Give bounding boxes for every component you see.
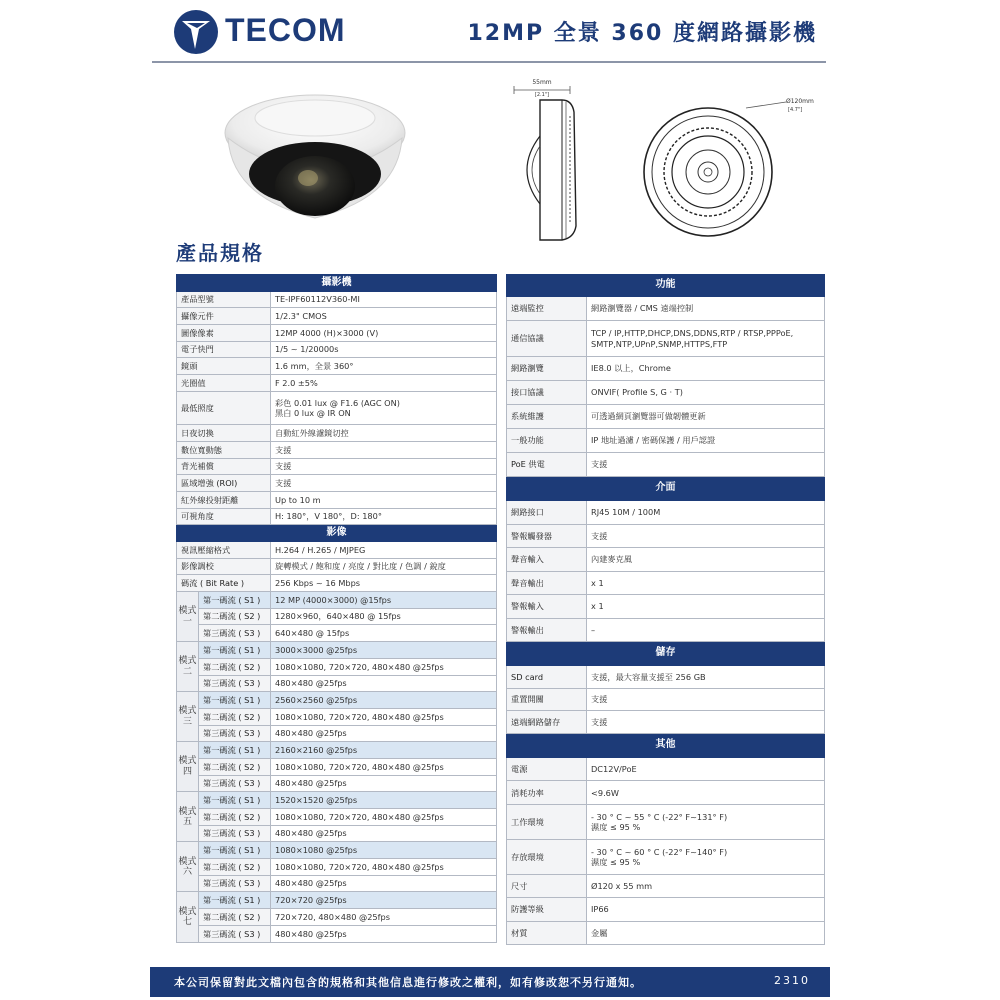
spec-label: 尺寸: [507, 874, 587, 897]
stream-label: 第二碼流 ( S2 ): [199, 859, 271, 876]
stream-label: 第三碼流 ( S3 ): [199, 675, 271, 692]
front-dimension-inch: [4.7"]: [788, 107, 803, 113]
spec-row: [177, 558, 497, 575]
section-title: 產品規格: [176, 241, 264, 265]
image-section-header-row: [177, 525, 497, 542]
mode-stream-row: [177, 758, 497, 775]
side-view-drawing: [500, 76, 610, 250]
spec-label: 最低照度: [177, 391, 271, 424]
right-spec-table: [506, 274, 825, 945]
mode-stream-row: [177, 658, 497, 675]
spec-row: [507, 898, 825, 921]
spec-label: 警報輸出: [507, 618, 587, 642]
left-spec-table: [176, 274, 497, 943]
stream-value: 1080×1080, 720×720, 480×480 @25fps: [271, 658, 497, 675]
spec-value: 支援: [271, 441, 497, 458]
camera-photo: [220, 78, 410, 248]
spec-label: 警報觸發器: [507, 524, 587, 548]
mode-stream-row: [177, 825, 497, 842]
spec-row: [507, 921, 825, 944]
spec-label: 重置開關: [507, 688, 587, 711]
stream-value: 480×480 @25fps: [271, 775, 497, 792]
mode-label: 模式七: [177, 892, 199, 942]
document-code: 2310: [774, 974, 810, 987]
stream-label: 第一碼流 ( S1 ): [199, 692, 271, 709]
stream-label: 第三碼流 ( S3 ): [199, 775, 271, 792]
stream-label: 第一碼流 ( S1 ): [199, 842, 271, 859]
mode-stream-row: [177, 925, 497, 942]
spec-value: [271, 391, 497, 424]
mode-label: 模式一: [177, 592, 199, 642]
interface-section-header-row: [507, 477, 825, 501]
mode-stream-row: [177, 592, 497, 609]
spec-row: [177, 308, 497, 325]
spec-value: 支援: [271, 475, 497, 492]
spec-value: 旋轉模式 / 飽和度 / 亮度 / 對比度 / 色調 / 銳度: [271, 558, 497, 575]
storage-section-header-row: [507, 642, 825, 666]
footer-disclaimer: 本公司保留對此文檔內包含的規格和其他信息進行修改之權利，如有修改恕不另行通知。: [174, 976, 642, 989]
spec-label: 遠端監控: [507, 297, 587, 321]
spec-value: H: 180°，V 180°，D: 180°: [271, 508, 497, 525]
stream-label: 第二碼流 ( S2 ): [199, 608, 271, 625]
stream-value: 1520×1520 @25fps: [271, 792, 497, 809]
spec-label: 影像調校: [177, 558, 271, 575]
spec-value: x 1: [587, 595, 825, 619]
spec-value: IE8.0 以上，Chrome: [587, 357, 825, 381]
spec-value-line: TCP / IP,HTTP,DHCP,DNS,DDNS,RTP / RTSP,PPPoE,: [591, 328, 794, 339]
camera-section-header-row: [177, 275, 497, 292]
spec-row: [177, 491, 497, 508]
spec-value: <9.6W: [587, 781, 825, 804]
stream-label: 第二碼流 ( S2 ): [199, 658, 271, 675]
mode-stream-row: [177, 675, 497, 692]
spec-label: 視訊壓縮格式: [177, 542, 271, 559]
function-section-header: 功能: [507, 275, 825, 297]
spec-label: 接口協議: [507, 381, 587, 405]
spec-value-line: - 30 ° C ~ 60 ° C (-22° F~140° F): [591, 846, 728, 857]
mode-stream-row: [177, 859, 497, 876]
spec-value: IP 地址過濾 / 密碼保護 / 用戶認證: [587, 429, 825, 453]
spec-row: [507, 297, 825, 321]
spec-row: [177, 458, 497, 475]
stream-value: 480×480 @25fps: [271, 875, 497, 892]
spec-value-line: SMTP,NTP,UPnP,SNMP,HTTPS,FTP: [591, 338, 728, 349]
stream-value: 1080×1080 @25fps: [271, 842, 497, 859]
stream-label: 第三碼流 ( S3 ): [199, 625, 271, 642]
spec-label: 可視角度: [177, 508, 271, 525]
mode-stream-row: [177, 775, 497, 792]
mode-stream-row: [177, 625, 497, 642]
stream-label: 第二碼流 ( S2 ): [199, 758, 271, 775]
stream-value: 720×720, 480×480 @25fps: [271, 909, 497, 926]
spec-value-line: 濕度 ≤ 95 %: [591, 821, 641, 832]
stream-value: 720×720 @25fps: [271, 892, 497, 909]
spec-label: PoE 供電: [507, 453, 587, 477]
spec-label: 警報輸入: [507, 595, 587, 619]
spec-row: [177, 575, 497, 592]
spec-label: 圖像像素: [177, 325, 271, 342]
spec-value: 256 Kbps ~ 16 Mbps: [271, 575, 497, 592]
spec-value: TE-IPF60112V360-MI: [271, 291, 497, 308]
camera-section-header: 攝影機: [177, 275, 497, 292]
spec-value-line: 彩色 0.01 lux @ F1.6 (AGC ON): [275, 397, 400, 408]
spec-row: [507, 758, 825, 781]
spec-row: [177, 542, 497, 559]
stream-label: 第一碼流 ( S1 ): [199, 792, 271, 809]
stream-value: 1080×1080, 720×720, 480×480 @25fps: [271, 758, 497, 775]
page-title: 12MP 全景 360 度網路攝影機: [467, 21, 817, 46]
spec-value: 可透過網頁瀏覽器可做韌體更新: [587, 405, 825, 429]
side-dimension-inch: [2.1"]: [534, 92, 550, 98]
spec-value: 1/5 ~ 1/20000s: [271, 341, 497, 358]
mode-label: 模式二: [177, 642, 199, 692]
spec-value: [587, 839, 825, 874]
stream-value: 480×480 @25fps: [271, 925, 497, 942]
spec-row: [507, 524, 825, 548]
front-dimension: Ø120mm: [786, 98, 814, 105]
stream-label: 第一碼流 ( S1 ): [199, 592, 271, 609]
spec-label: 數位寬動態: [177, 441, 271, 458]
spec-row: [507, 453, 825, 477]
spec-value: 支援: [271, 458, 497, 475]
mode-label: 模式三: [177, 692, 199, 742]
spec-label: 網路接口: [507, 501, 587, 525]
mode-stream-row: [177, 725, 497, 742]
spec-value: IP66: [587, 898, 825, 921]
spec-label: 聲音輸出: [507, 571, 587, 595]
spec-label: 材質: [507, 921, 587, 944]
interface-section-header: 介面: [507, 477, 825, 501]
spec-label: 紅外線投射距離: [177, 491, 271, 508]
spec-row: [507, 666, 825, 689]
spec-row: [507, 874, 825, 897]
spec-value: x 1: [587, 571, 825, 595]
spec-row: [507, 548, 825, 572]
stream-value: 640×480 @ 15fps: [271, 625, 497, 642]
spec-label: 網路瀏覽: [507, 357, 587, 381]
spec-value: 金屬: [587, 921, 825, 944]
stream-value: 2560×2560 @25fps: [271, 692, 497, 709]
spec-row: [177, 375, 497, 392]
spec-row: [507, 501, 825, 525]
spec-row: [507, 405, 825, 429]
image-section-header: 影像: [177, 525, 497, 542]
spec-value: –: [587, 618, 825, 642]
stream-value: 480×480 @25fps: [271, 725, 497, 742]
spec-value-line: 濕度 ≤ 95 %: [591, 856, 641, 867]
spec-value: 支援，最大容量支援至 256 GB: [587, 666, 825, 689]
stream-value: 1080×1080, 720×720, 480×480 @25fps: [271, 809, 497, 826]
header-divider: [152, 61, 826, 63]
spec-row: [177, 341, 497, 358]
spec-value-line: 黑白 0 lux @ IR ON: [275, 408, 351, 418]
other-section-header-row: [507, 734, 825, 758]
spec-row: [507, 781, 825, 804]
spec-label: 遠端網路儲存: [507, 711, 587, 734]
spec-label: 通信協議: [507, 321, 587, 357]
spec-value: 網路瀏覽器 / CMS 遠端控制: [587, 297, 825, 321]
spec-value: 自動紅外線濾鏡切控: [271, 425, 497, 442]
spec-row: [177, 291, 497, 308]
spec-value: [587, 321, 825, 357]
stream-label: 第三碼流 ( S3 ): [199, 925, 271, 942]
spec-label: 消耗功率: [507, 781, 587, 804]
spec-row: [507, 595, 825, 619]
spec-value: 1.6 mm，全景 360°: [271, 358, 497, 375]
spec-label: 系統維護: [507, 405, 587, 429]
mode-label: 模式五: [177, 792, 199, 842]
spec-value: DC12V/PoE: [587, 758, 825, 781]
page-footer: [150, 967, 830, 997]
spec-label: 存放環境: [507, 839, 587, 874]
mode-stream-row: [177, 842, 497, 859]
spec-row: [507, 321, 825, 357]
stream-value: 480×480 @25fps: [271, 675, 497, 692]
spec-label: 鏡頭: [177, 358, 271, 375]
spec-value: Up to 10 m: [271, 491, 497, 508]
spec-label: 一般功能: [507, 429, 587, 453]
side-dimension: 55mm: [532, 79, 552, 86]
spec-row: [177, 475, 497, 492]
spec-label: 背光補償: [177, 458, 271, 475]
brand-name: TECOM: [225, 12, 346, 48]
stream-value: 1280×960，640×480 @ 15fps: [271, 608, 497, 625]
spec-label: 碼流 ( Bit Rate ): [177, 575, 271, 592]
mode-stream-row: [177, 809, 497, 826]
mode-stream-row: [177, 742, 497, 759]
stream-value: 12 MP (4000×3000) @15fps: [271, 592, 497, 609]
mode-stream-row: [177, 708, 497, 725]
spec-value: 支援: [587, 524, 825, 548]
spec-label: 區域增強 (ROI): [177, 475, 271, 492]
spec-value: 支援: [587, 711, 825, 734]
mode-stream-row: [177, 892, 497, 909]
spec-row: [177, 391, 497, 424]
stream-value: 1080×1080, 720×720, 480×480 @25fps: [271, 859, 497, 876]
spec-row: [507, 429, 825, 453]
mode-stream-row: [177, 692, 497, 709]
spec-row: [177, 325, 497, 342]
spec-value: Ø120 x 55 mm: [587, 874, 825, 897]
spec-value: H.264 / H.265 / MJPEG: [271, 542, 497, 559]
spec-value: RJ45 10M / 100M: [587, 501, 825, 525]
spec-value: [587, 804, 825, 839]
stream-label: 第一碼流 ( S1 ): [199, 642, 271, 659]
spec-row: [507, 839, 825, 874]
spec-value: 1/2.3" CMOS: [271, 308, 497, 325]
spec-row: [507, 804, 825, 839]
stream-value: 2160×2160 @25fps: [271, 742, 497, 759]
spec-value: 支援: [587, 453, 825, 477]
spec-value-line: - 30 ° C ~ 55 ° C (-22° F~131° F): [591, 811, 728, 822]
spec-row: [507, 618, 825, 642]
spec-row: [507, 381, 825, 405]
stream-value: 3000×3000 @25fps: [271, 642, 497, 659]
spec-label: 聲音輸入: [507, 548, 587, 572]
tecom-logo-icon: [173, 9, 219, 55]
other-section-header: 其他: [507, 734, 825, 758]
mode-label: 模式六: [177, 842, 199, 892]
stream-value: 1080×1080, 720×720, 480×480 @25fps: [271, 708, 497, 725]
spec-label: 產品型號: [177, 291, 271, 308]
spec-label: 攝像元件: [177, 308, 271, 325]
page-header: [0, 0, 1000, 64]
stream-label: 第三碼流 ( S3 ): [199, 825, 271, 842]
stream-label: 第二碼流 ( S2 ): [199, 909, 271, 926]
spec-row: [177, 358, 497, 375]
spec-row: [507, 688, 825, 711]
mode-stream-row: [177, 875, 497, 892]
function-section-header-row: [507, 275, 825, 297]
stream-value: 480×480 @25fps: [271, 825, 497, 842]
spec-value: 12MP 4000 (H)×3000 (V): [271, 325, 497, 342]
storage-section-header: 儲存: [507, 642, 825, 666]
spec-value: 支援: [587, 688, 825, 711]
spec-label: 工作環境: [507, 804, 587, 839]
spec-row: [177, 441, 497, 458]
mode-stream-row: [177, 909, 497, 926]
mode-stream-row: [177, 608, 497, 625]
spec-value: 內建麥克風: [587, 548, 825, 572]
spec-row: [177, 425, 497, 442]
spec-value: ONVIF( Profile S, G · T): [587, 381, 825, 405]
spec-label: 防護等級: [507, 898, 587, 921]
stream-label: 第三碼流 ( S3 ): [199, 875, 271, 892]
spec-row: [507, 357, 825, 381]
spec-label: 電子快門: [177, 341, 271, 358]
mode-stream-row: [177, 792, 497, 809]
spec-row: [177, 508, 497, 525]
front-view-drawing: [636, 94, 820, 244]
stream-label: 第二碼流 ( S2 ): [199, 708, 271, 725]
mode-stream-row: [177, 642, 497, 659]
stream-label: 第一碼流 ( S1 ): [199, 892, 271, 909]
mode-label: 模式四: [177, 742, 199, 792]
spec-label: SD card: [507, 666, 587, 689]
spec-row: [507, 571, 825, 595]
spec-value: F 2.0 ±5%: [271, 375, 497, 392]
spec-label: 電源: [507, 758, 587, 781]
stream-label: 第二碼流 ( S2 ): [199, 809, 271, 826]
stream-label: 第三碼流 ( S3 ): [199, 725, 271, 742]
spec-label: 光圈值: [177, 375, 271, 392]
stream-label: 第一碼流 ( S1 ): [199, 742, 271, 759]
spec-label: 日夜切換: [177, 425, 271, 442]
spec-row: [507, 711, 825, 734]
